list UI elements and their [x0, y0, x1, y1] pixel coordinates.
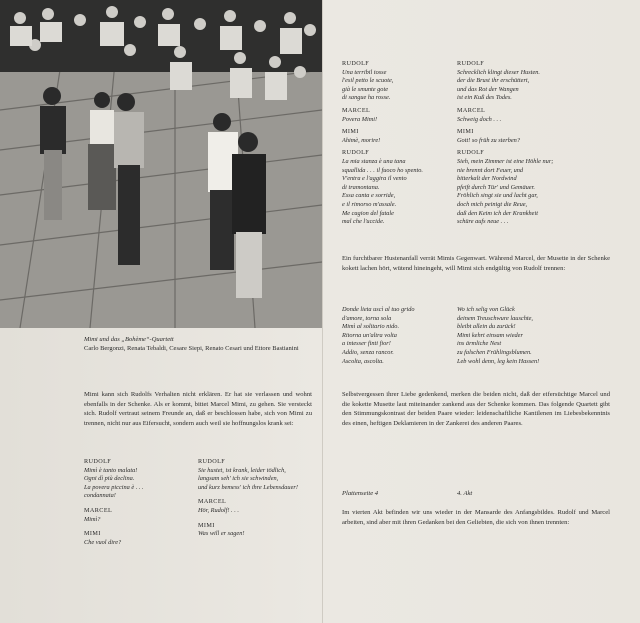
- libretto-german-top: [457, 60, 597, 227]
- role-name: MARCEL: [342, 106, 371, 114]
- lyric-line: der die Brust ihr erschüttert,: [457, 77, 530, 85]
- lyric-line: Ascolta, ascolta.: [342, 357, 384, 365]
- lyric-line: Essa canta e sorride,: [342, 192, 396, 200]
- role-block: [198, 498, 318, 515]
- lyric-line: Donde lieta uscì al tuo grido: [342, 306, 415, 313]
- caption-names: Carlo Bergonzi, Renata Tebaldi, Cesare Siepi, Renato Cesari und Ettore Bastianini: [84, 345, 299, 352]
- role-name: MARCEL: [457, 106, 486, 114]
- lyric-line: doch mich peinigt die Reue,: [457, 200, 528, 208]
- role-name: MIMI: [457, 128, 474, 136]
- role-name: RUDOLF: [342, 60, 370, 67]
- role-name: MARCEL: [84, 506, 113, 514]
- role-block: [84, 507, 184, 524]
- libretto-german-bottom: [198, 458, 318, 539]
- lyric-line: Mimì è tanto malata!: [84, 466, 138, 474]
- lyric-line: deinem Treuschwure lauschte,: [457, 314, 533, 322]
- role-name: MARCEL: [198, 498, 227, 506]
- lyric-line: Ritorna un'altra volta: [342, 331, 397, 339]
- lyric-line: Sieh, mein Zimmer ist eine Höhle nur;: [457, 157, 554, 165]
- lyric-line: La mia stanza è una tana: [342, 157, 406, 165]
- photo-caption: [84, 335, 320, 353]
- role-name: MIMI: [84, 530, 101, 538]
- role-name: MIMI: [198, 521, 215, 529]
- caption-title: Mimi und das „Bohème“-Quartett: [84, 336, 174, 343]
- role-name: MIMI: [342, 128, 359, 136]
- lyric-line: Sie hustet, ist krank, leider tödlich,: [198, 466, 286, 474]
- lyric-line: Me cagion del fatale: [342, 209, 394, 217]
- lyric-line: Hör, Rudolf! . . .: [198, 506, 239, 514]
- record-side-label: Plattenseite 4: [342, 490, 379, 497]
- libretto-italian-top: [342, 60, 452, 227]
- lyric-line: bleibt allein du zurück!: [457, 323, 516, 331]
- lyric-line: bitterkalt der Nordwind: [457, 175, 517, 183]
- role-block: [457, 128, 597, 145]
- role-name: RUDOLF: [342, 149, 370, 157]
- lyric-line: Una terribil tosse: [342, 68, 387, 76]
- lyric-line: Addio, senza rancor.: [342, 348, 394, 356]
- lyric-line: Schrecklich klingt dieser Husten.: [457, 68, 541, 76]
- lyric-line: V'entra e l'aggira il vento: [342, 175, 407, 183]
- role-name: RUDOLF: [84, 458, 112, 465]
- lyric-line: und das Rot der Wangen: [457, 85, 519, 93]
- role-block: [84, 530, 184, 547]
- role-block: [457, 60, 597, 103]
- role-block: [84, 458, 184, 501]
- lyric-line: Mimì al solitario nido.: [342, 323, 400, 331]
- role-block: [342, 60, 452, 103]
- lyric-line: e il rimorso m'assale.: [342, 200, 397, 208]
- farewell-italian: [342, 306, 452, 366]
- prose-mimi-verhalten: Mimi kann sich Rudolfs Verhalten nicht erklären. Er hat sie verlassen und wohnt ebenfalls in der Schenke. Als er kommt, bittet Marcel Mimi, zu gehen. Sie versteckt sich. Rudolf vertraut seinem Freunde an, daß er beschlossen habe, sich von Mimi zu trennen, nicht nur aus Eifersucht, sondern auch weil sie hoffnungslos krank sei:: [84, 391, 312, 427]
- act-label: 4. Akt: [457, 490, 473, 497]
- lyric-line: l'esil petto le scuote,: [342, 77, 394, 85]
- lyric-line: langsam seh' ich sie schwinden,: [198, 475, 279, 483]
- lyric-line: a intesser finti fior!: [342, 340, 391, 348]
- lyric-line: Was will er sagen!: [198, 530, 245, 538]
- role-name: RUDOLF: [457, 149, 485, 157]
- lyric-line: di tramontana.: [342, 183, 380, 191]
- farewell-german: [457, 306, 607, 366]
- lyric-line: Fröhlich singt sie und lacht gar,: [457, 192, 538, 200]
- lyric-line: condannata!: [84, 492, 116, 500]
- prose-vierter-akt: Im vierten Akt befinden wir uns wieder in der Mansarde des Anfangsbildes. Rudolf und Marcel arbeiten, sind aber mit ihren Gedanken bei den Geliebten, die sich von ihnen trennten:: [342, 509, 610, 526]
- lyric-line: ins ärmliche Nest: [457, 340, 502, 348]
- lyric-line: pfeift durch Tür' und Gemäuer.: [457, 183, 535, 191]
- lyric-line: già le smunte gote: [342, 85, 388, 93]
- prose-selbstvergessen: Selbstvergessen ihrer Liebe gedenkend, merken die beiden nicht, daß der eifersüchtige Marcel und die kokette Musette laut miteinander zankend aus der Schenke kommen. Das folgende Quartett gibt den Stimmungskontrast der beiden Paare wieder: leidenschaftliche Kantilenen im Liebesbekenntnis des einen, heftigen Deklamieren in der Zankerei des anderen Paares.: [342, 391, 610, 427]
- lyric-line: Mimì?: [84, 515, 101, 523]
- role-name: RUDOLF: [457, 60, 485, 67]
- lyric-line: daß den Keim ich der Krankheit: [457, 209, 538, 217]
- lyric-line: Gott! so früh zu sterben?: [457, 136, 520, 144]
- role-name: RUDOLF: [198, 458, 226, 465]
- lyric-line: d'amore, torna sola: [342, 314, 392, 322]
- lyric-line: Ahimè, morire!: [342, 136, 381, 144]
- lyric-line: Povera Mimi!: [342, 115, 378, 123]
- lyric-line: squallida . . . il fuoco ho spento.: [342, 166, 423, 174]
- lyric-line: Schweig doch . . .: [457, 115, 502, 123]
- page-fold: [322, 0, 323, 623]
- role-block: [198, 458, 318, 492]
- lyric-line: Che vuol dire?: [84, 538, 122, 546]
- role-block: [342, 149, 452, 226]
- lyric-line: Wo ich selig von Glück: [457, 306, 515, 313]
- lyric-line: zu falschen Frühlingsblumen.: [457, 348, 532, 356]
- lyric-line: di sangue ha rosse.: [342, 94, 391, 102]
- lyric-line: und kurz bemess' ich ihre Lebensdauer!: [198, 483, 298, 491]
- lyric-line: mal che l'uccide.: [342, 218, 385, 226]
- rehearsal-photo: [0, 0, 322, 328]
- role-block: [342, 128, 452, 145]
- role-block: [198, 522, 318, 539]
- lyric-line: La povera piccina è . . .: [84, 483, 144, 491]
- lyric-line: Leb wohl denn, leg kein Hassen!: [457, 357, 540, 365]
- lyric-line: nie brennt dort Feuer, und: [457, 166, 524, 174]
- role-block: [342, 107, 452, 124]
- role-block: [457, 107, 597, 124]
- prose-hustenanfall: Ein furchtbarer Hustenanfall verrät Mimis Gegenwart. Während Marcel, der Musette in der Schenke kokett lachen hört, wütend hineingeht, will Mimi sich endgültig von Rudolf trennen:: [342, 255, 610, 272]
- role-block: [457, 149, 597, 226]
- libretto-italian-bottom: [84, 458, 184, 547]
- lyric-line: Mimi kehrt einsam wieder: [457, 331, 523, 339]
- lyric-line: ist ein Kuß des Todes.: [457, 94, 512, 102]
- lyric-line: Ogni dì più declina.: [84, 475, 135, 483]
- lyric-line: schüre aufs neue . . .: [457, 218, 509, 226]
